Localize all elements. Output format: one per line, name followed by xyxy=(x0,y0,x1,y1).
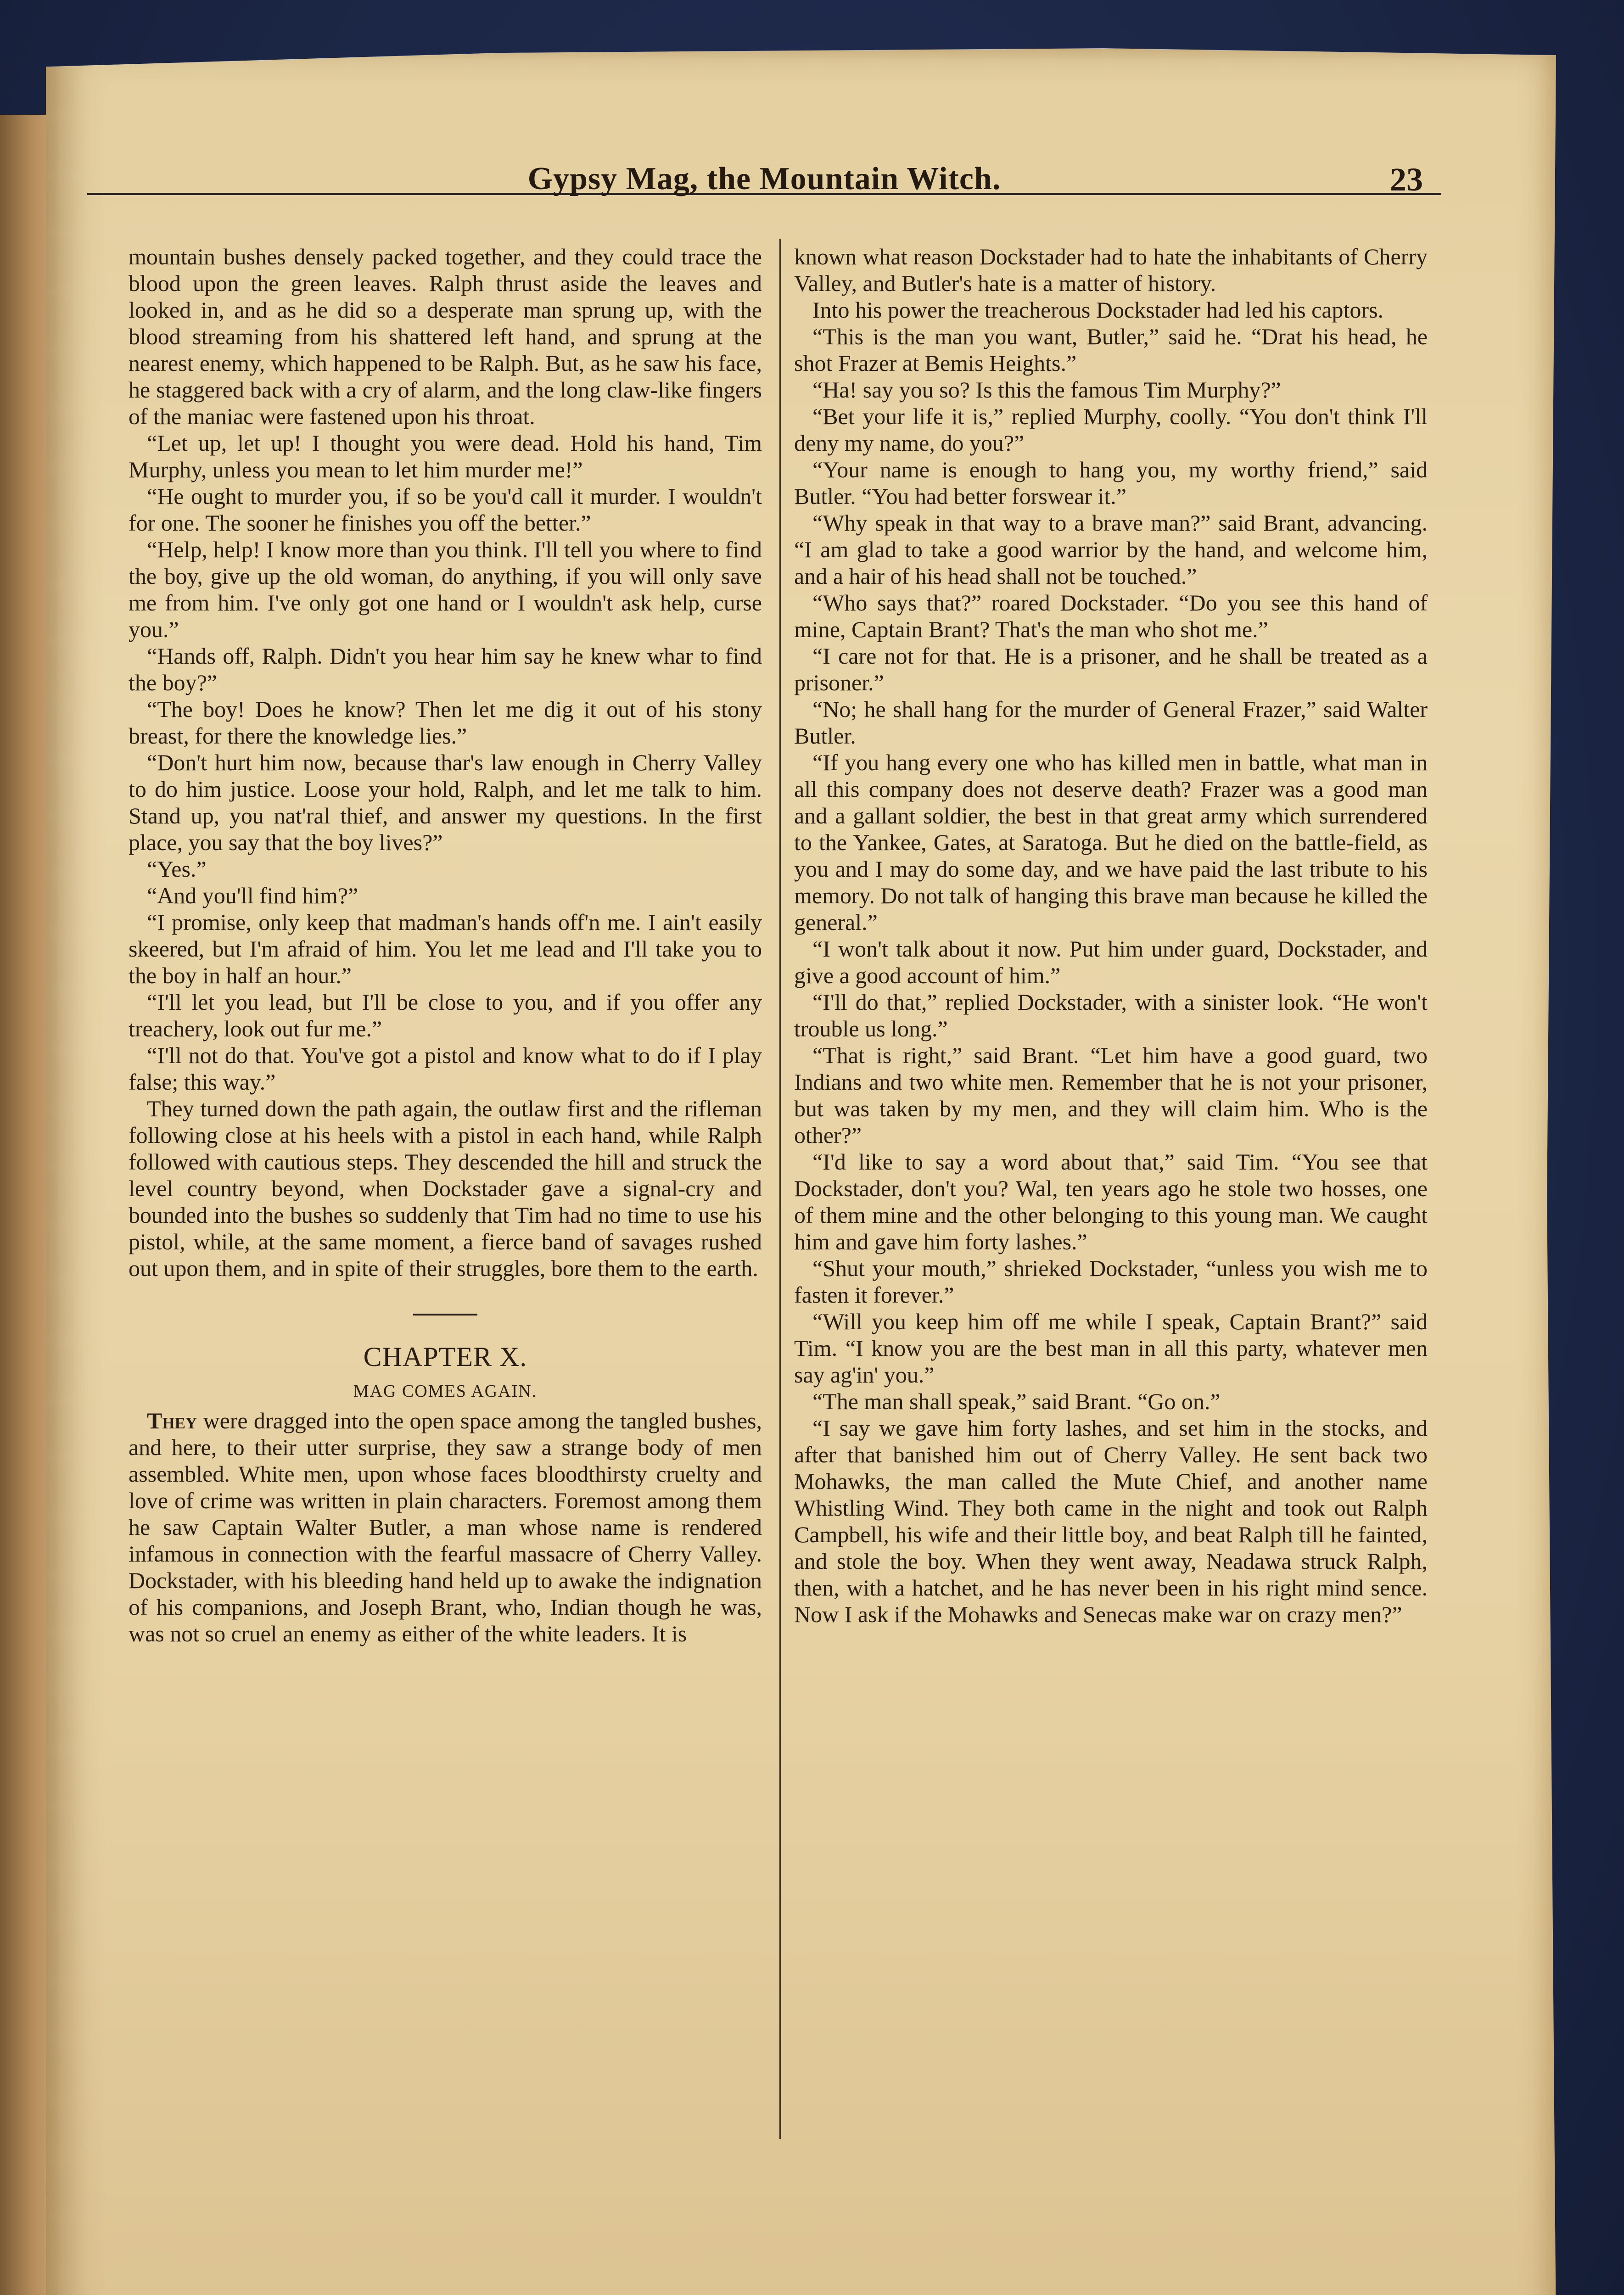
paragraph: mountain bushes densely packed together, and they could trace the blood upon the green leaves. Ralph thrust aside the leaves and looked in, and as he did so a desperate man sprung up, with the blood streaming from his shattered left hand, and sprung at the nearest enemy, which happened to be Ralph. But, as he saw his face, he staggered back with a cry of alarm, and the long claw-like fingers of the maniac were fastened upon his throat. xyxy=(129,244,762,429)
right-column-paragraphs xyxy=(794,243,1428,1628)
paragraph: They turned down the path again, the outlaw first and the rifleman following close at his heels with a pistol in each hand, while Ralph followed with cautious steps. They descended the hill and struck the level country beyond, when Dockstader gave a signal-cry and bounded into the bushes so suddenly that Tim had no time to use his pistol, while, at the same moment, a fierce band of savages rushed out upon them, and in spite of their struggles, bore them to the earth. xyxy=(129,1096,762,1281)
paragraph: “I'll do that,” replied Dockstader, with a sinister look. “He won't trouble us long.” xyxy=(794,989,1428,1041)
paragraph: “Let up, let up! I thought you were dead. Hold his hand, Tim Murphy, unless you mean to let him murder me!” xyxy=(129,430,762,482)
paragraph: Into his power the treacherous Dockstader had led his captors. xyxy=(812,297,1384,323)
paragraph: “Don't hurt him now, because thar's law enough in Cherry Valley to do him justice. Loose your hold, Ralph, and let me talk to him. Stand up, you nat'ral thief, and answer my questions. In the first place, you say that the boy lives?” xyxy=(129,750,762,855)
paragraph: “Hands off, Ralph. Didn't you hear him say he knew whar to find the boy?” xyxy=(129,643,762,695)
paragraph: “If you hang every one who has killed men in battle, what man in all this company does not deserve death? Frazer was a good man and a gallant soldier, the best in that great army which surrendered to the Yankee, Gates, at Saratoga. But he died on the battle-field, as you and I may do some day, and we have paid the last tribute to his memory. Do not talk of hanging this brave man because he killed the general.” xyxy=(794,750,1428,935)
paragraph: “That is right,” said Brant. “Let him have a good guard, two Indians and two white men. Remember that he is not your prisoner, but was taken by my men, and they will claim him. Who is the other?” xyxy=(794,1042,1428,1148)
chapter-opening-first-word: They xyxy=(147,1408,197,1433)
paragraph: “Will you keep him off me while I speak, Captain Brant?” said Tim. “I know you are the best man in all this party, whatever men say ag'in' you.” xyxy=(794,1309,1428,1388)
paragraph: “Why speak in that way to a brave man?” said Brant, advancing. “I am glad to take a good warrior by the hand, and welcome him, and a hair of his head shall not be touched.” xyxy=(794,510,1428,589)
chapter-heading: CHAPTER X. xyxy=(363,1342,527,1372)
paragraph: “I'll let you lead, but I'll be close to you, and if you offer any treachery, look out fur me.” xyxy=(129,989,762,1041)
paragraph: “I promise, only keep that madman's hands off'n me. I ain't easily skeered, but I'm afraid of him. You let me lead and I'll take you to the boy in half an hour.” xyxy=(129,909,762,988)
paragraph: “I won't talk about it now. Put him under guard, Dockstader, and give a good account of him.” xyxy=(794,936,1428,988)
paragraph: “No; he shall hang for the murder of General Frazer,” said Walter Butler. xyxy=(794,696,1428,749)
paragraph: “The boy! Does he know? Then let me dig it out of his stony breast, for there the knowledge lies.” xyxy=(129,696,762,749)
paragraph: “He ought to murder you, if so be you'd call it murder. I wouldn't for one. The sooner he finishes you off the better.” xyxy=(129,483,762,536)
left-column-paragraphs xyxy=(129,243,762,1282)
paragraph: “Shut your mouth,” shrieked Dockstader, “unless you wish me to fasten it forever.” xyxy=(794,1255,1428,1308)
running-title: Gypsy Mag, the Mountain Witch. xyxy=(527,161,1001,196)
paragraph: “I say we gave him forty lashes, and set him in the stocks, and after that banished him out of Cherry Valley. He sent back two Mohawks, the man called the Mute Chief, and another name Whistling Wind. They both came in the night and took out Ralph Campbell, his wife and their little boy, and beat Ralph till he fainted, and stole the boy. When they went away, Neadawa struck Ralph, then, with a hatchet, and he has never been in his right mind sence. Now I ask if the Mohawks and Senecas make war on crazy men?” xyxy=(794,1415,1428,1627)
paragraph: “Help, help! I know more than you think. I'll tell you where to find the boy, give up the old woman, do anything, if you will only save me from him. I've only got one hand or I wouldn't ask help, curse you.” xyxy=(129,537,762,642)
chapter-opening-paragraph xyxy=(129,1407,762,1647)
page-number: 23 xyxy=(1390,161,1423,198)
paragraph: “Yes.” xyxy=(147,856,207,882)
paragraph: “Your name is enough to hang you, my worthy friend,” said Butler. “You had better forswear it.” xyxy=(794,457,1428,509)
paragraph: “This is the man you want, Butler,” said he. “Drat his head, he shot Frazer at Bemis Heights.” xyxy=(794,324,1428,376)
right-column xyxy=(794,243,1428,1628)
paragraph: “I care not for that. He is a prisoner, and he shall be treated as a prisoner.” xyxy=(794,643,1428,695)
paragraph: “And you'll find him?” xyxy=(147,883,358,908)
paragraph: “The man shall speak,” said Brant. “Go on.” xyxy=(812,1388,1221,1414)
chapter-opening-text: were dragged into the open space among the tangled bushes, and here, to their utter surprise, they saw a strange body of men assembled. White men, upon whose faces bloodthirsty cruelty and love of crime was written in plain characters. Foremost among them he saw Captain Walter Butler, a man whose name is rendered infamous in connection with the fearful massacre of Cherry Valley. Dockstader, with his bleeding hand held up to awake the indignation of his companions, and Joseph Brant, who, Indian though he was, was not so cruel an enemy as either of the white leaders. It is xyxy=(129,1408,762,1646)
paragraph: “Bet your life it is,” replied Murphy, coolly. “You don't think I'll deny my name, do you?” xyxy=(794,403,1428,456)
section-divider xyxy=(413,1314,477,1315)
paragraph: “I'll not do that. You've got a pistol and know what to do if I play false; this way.” xyxy=(129,1042,762,1095)
running-header xyxy=(87,138,1441,198)
paragraph: known what reason Dockstader had to hate the inhabitants of Cherry Valley, and Butler's hate is a matter of history. xyxy=(794,244,1428,296)
left-column xyxy=(129,243,762,1647)
paragraph: “I'd like to say a word about that,” said Tim. “You see that Dockstader, don't you? Wal, ten years ago he stole two hosses, one of them mine and the other belonging to this young man. We caught him and gave him forty lashes.” xyxy=(794,1149,1428,1254)
chapter-subtitle: MAG COMES AGAIN. xyxy=(353,1382,538,1401)
paragraph: “Who says that?” roared Dockstader. “Do you see this hand of mine, Captain Brant? That's the man who shot me.” xyxy=(794,590,1428,642)
column-divider xyxy=(779,239,781,2139)
paragraph: “Ha! say you so? Is this the famous Tim Murphy?” xyxy=(812,377,1281,403)
